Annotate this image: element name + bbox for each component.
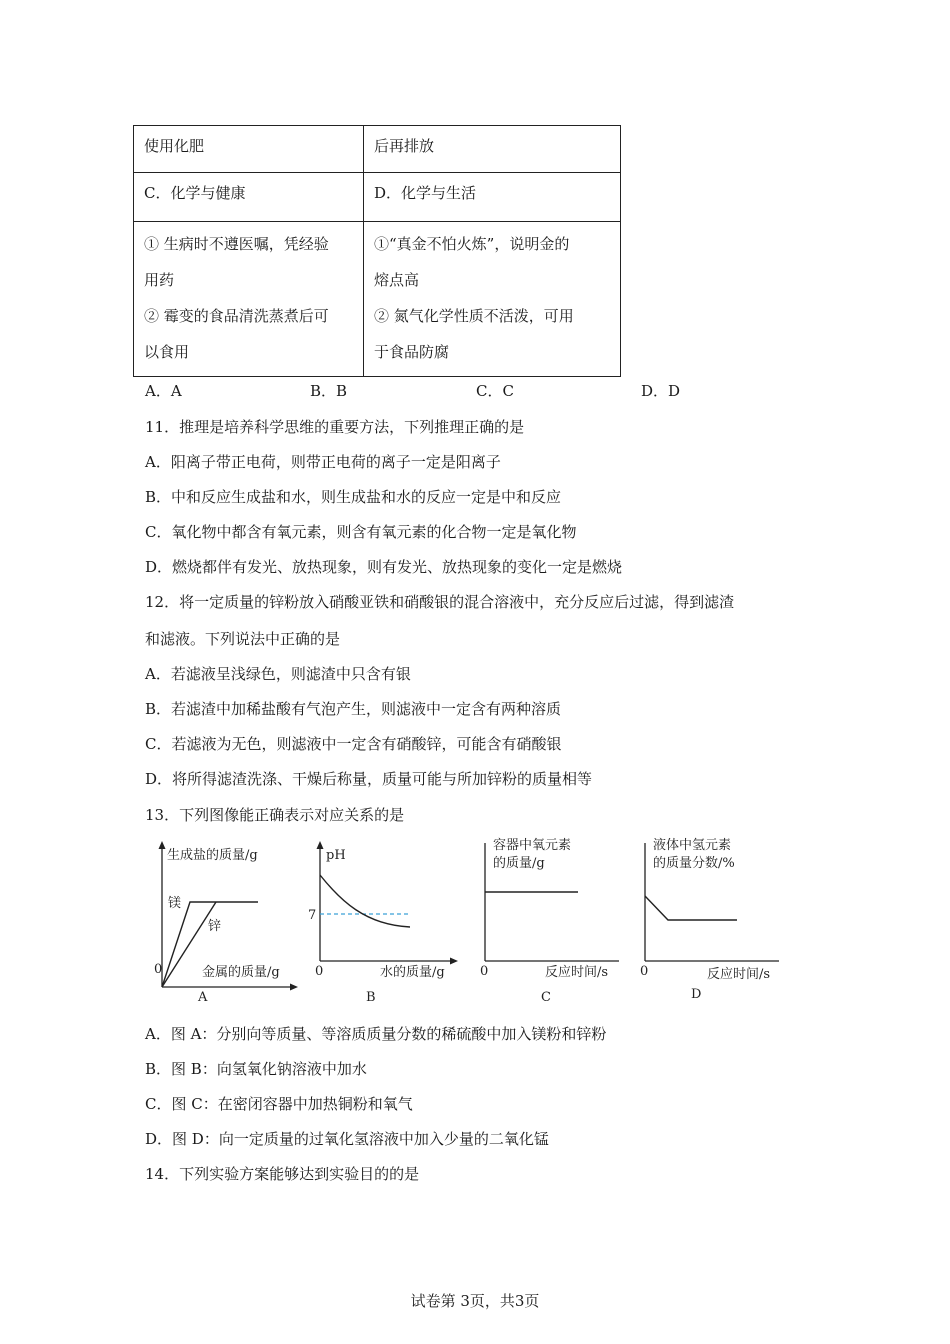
- y-axis-label: 生成盐的质量/g: [167, 848, 258, 863]
- q11-option-c: C．氧化物中都含有氧元素，则含有氧元素的化合物一定是氧化物: [145, 523, 577, 541]
- graph-caption: D: [691, 987, 702, 1002]
- graph-c: [475, 835, 625, 1005]
- q11-option-b: B．中和反应生成盐和水，则生成盐和水的反应一定是中和反应: [145, 488, 562, 506]
- graph-c-svg: [475, 835, 625, 1005]
- q12-stem-line2: 和滤液。下列说法中正确的是: [145, 630, 341, 648]
- q12-option-c: C．若滤液为无色，则滤液中一定含有硝酸锌，可能含有硝酸银: [145, 735, 562, 753]
- origin-label: 0: [315, 964, 324, 979]
- q11-option-d: D．燃烧都伴有发光、放热现象，则有发光、放热现象的变化一定是燃烧: [145, 558, 623, 576]
- line-zn-label: 锌: [208, 919, 222, 934]
- table-cell-d-items: [364, 222, 621, 377]
- table-cell: 使用化肥: [134, 126, 364, 173]
- q14-stem: 14．下列实验方案能够达到实验目的的是: [145, 1165, 420, 1183]
- x-axis-label: 金属的质量/g: [202, 965, 280, 980]
- q13-option-a: A．图 A：分别向等质量、等溶质质量分数的稀硫酸中加入镁粉和锌粉: [145, 1025, 607, 1043]
- q12-stem-line1: 12．将一定质量的锌粉放入硝酸亚铁和硝酸银的混合溶液中，充分反应后过滤，得到滤渣: [145, 593, 735, 611]
- table-row: [134, 222, 621, 377]
- line-mg-label: 镁: [168, 896, 182, 911]
- options-table: [133, 125, 621, 377]
- tick-label: 7: [308, 908, 317, 923]
- x-axis-label: 反应时间/s: [545, 965, 609, 980]
- y-axis-arrow-icon: [317, 841, 324, 849]
- list-item: 熔点高: [374, 271, 420, 289]
- q10-option-b: B．B: [310, 382, 348, 400]
- x-axis-arrow-icon: [290, 984, 298, 991]
- y-axis-label: pH: [326, 848, 346, 863]
- x-axis-label: 水的质量/g: [380, 965, 445, 980]
- page-footer: 试卷第 3页，共3页: [410, 1292, 540, 1310]
- q13-option-b: B．图 B：向氢氧化钠溶液中加水: [145, 1060, 367, 1078]
- graph-a: [150, 835, 300, 1005]
- q12-option-b: B．若滤渣中加稀盐酸有气泡产生，则滤液中一定含有两种溶质: [145, 700, 562, 718]
- graph-d: [635, 835, 785, 1005]
- y-axis-label-line1: 容器中氧元素: [493, 838, 572, 853]
- q13-option-c: C．图 C：在密闭容器中加热铜粉和氧气: [145, 1095, 413, 1113]
- x-axis-label: 反应时间/s: [707, 967, 771, 982]
- graph-caption: A: [198, 990, 208, 1005]
- graph-b: [310, 835, 460, 1005]
- ph-curve: [320, 875, 410, 927]
- y-axis-arrow-icon: [159, 841, 166, 849]
- table-row: [134, 173, 621, 222]
- q10-option-a: A．A: [145, 382, 182, 400]
- graph-caption: B: [366, 990, 376, 1005]
- origin-label: 0: [480, 964, 489, 979]
- y-axis-label-line2: 的质量分数/%: [653, 856, 735, 871]
- graph-d-svg: [635, 835, 785, 1005]
- q11-stem: 11．推理是培养科学思维的重要方法，下列推理正确的是: [145, 418, 525, 436]
- q10-option-d: D．D: [641, 382, 681, 400]
- y-axis-label-line2: 的质量/g: [493, 856, 545, 871]
- list-item: ② 霉变的食品清洗蒸煮后可: [144, 307, 329, 325]
- table-cell: C．化学与健康: [134, 173, 364, 222]
- table-cell: D．化学与生活: [364, 173, 621, 222]
- q13-stem: 13．下列图像能正确表示对应关系的是: [145, 806, 405, 824]
- table-cell-c-items: [134, 222, 364, 377]
- q13-option-d: D．图 D：向一定质量的过氧化氢溶液中加入少量的二氧化锰: [145, 1130, 549, 1148]
- q12-option-a: A．若滤液呈浅绿色，则滤渣中只含有银: [145, 665, 411, 683]
- x-axis-arrow-icon: [450, 958, 458, 965]
- list-item: ①“真金不怕火炼”，说明金的: [374, 235, 570, 253]
- graph-b-svg: [310, 835, 460, 1005]
- list-item: ② 氮气化学性质不活泼，可用: [374, 307, 574, 325]
- origin-label: 0: [640, 964, 649, 979]
- q10-option-c: C．C: [476, 382, 514, 400]
- list-item: ① 生病时不遵医嘱，凭经验: [144, 235, 329, 253]
- q11-option-a: A．阳离子带正电荷，则带正电荷的离子一定是阳离子: [145, 453, 501, 471]
- origin-label: 0: [154, 962, 163, 977]
- graph-a-svg: [150, 835, 300, 1005]
- list-item: 以食用: [144, 343, 190, 361]
- graph-caption: C: [541, 990, 551, 1005]
- table-cell: 后再排放: [364, 126, 621, 173]
- table-row: [134, 126, 621, 173]
- y-axis-label-line1: 液体中氢元素: [653, 838, 732, 853]
- data-line: [645, 896, 737, 920]
- list-item: 于食品防腐: [374, 343, 450, 361]
- list-item: 用药: [144, 271, 175, 289]
- q12-option-d: D．将所得滤渣洗涤、干燥后称量，质量可能与所加锌粉的质量相等: [145, 770, 593, 788]
